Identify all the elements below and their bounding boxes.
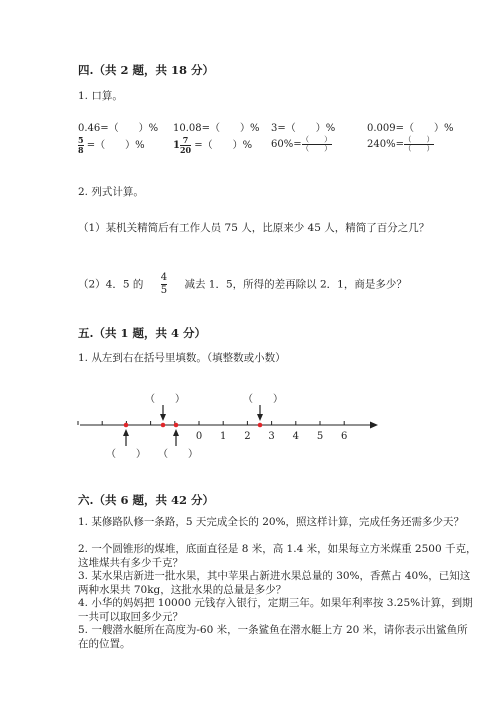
blank-bottom-1: （ ） <box>106 449 146 460</box>
tick-marks <box>78 421 344 425</box>
blank-top-1: （ ） <box>145 394 185 405</box>
fraction: $\frac{5}{8}$ <box>78 135 84 155</box>
s6-item-1: 1. 某修路队修一条路，5 天完成全长的 20%，照这样计算，完成任务还需多少天？ <box>78 516 465 528</box>
section-6-title: 六.（共 6 题，共 42 分） <box>78 493 215 507</box>
q2-1: （1）某机关精简后有工作人员 75 人，比原来少 45 人，精简了百分之几？ <box>78 222 430 234</box>
arrowhead-icon <box>257 414 263 421</box>
point-2 <box>161 423 166 428</box>
blank-top-2: （ ） <box>243 394 283 405</box>
tick-labels <box>196 431 348 442</box>
q1-label: 1. 口算。 <box>78 90 123 102</box>
calc-5: $\frac{5}{8}$ =（ ）% <box>78 135 145 155</box>
tick-label: 5 <box>316 431 324 442</box>
s5-q1: 1. 从左到右在括号里填数。（填整数或小数） <box>78 352 286 364</box>
s6-item-3: 3. 某水果店新进一批水果，其中苹果占新进水果总量的 30%，香蕉占 40%，已知这两种水果共 70kg，这批水果的总量是多少？ <box>78 570 471 596</box>
q2-label: 2. 列式计算。 <box>78 186 144 198</box>
s6-item-4: 4. 小华的妈妈把 10000 元钱存入银行，定期三年。如果年利率按 3.25%计算，到期一共可以取回多少元？ <box>78 597 473 623</box>
tick-label: 4 <box>292 431 299 442</box>
fraction: （ ） （ ） <box>403 135 434 153</box>
arrowhead-icon <box>173 429 179 436</box>
calc-2: 10.08=（ ）% <box>173 123 260 134</box>
tick-label: 2 <box>244 431 251 442</box>
fraction: （ ） （ ） <box>301 135 332 153</box>
tick-label: 3 <box>268 431 275 442</box>
tick-label: 0 <box>195 431 203 442</box>
calc-1: 0.46=（ ）% <box>78 123 159 134</box>
point-3 <box>174 423 179 428</box>
tick-label: 1 <box>220 431 227 442</box>
calc-3: 3=（ ）% <box>271 123 336 134</box>
arrowhead-icon <box>160 414 166 421</box>
fraction: $\frac{4}{5}$ <box>160 272 168 296</box>
fraction: $\frac{7}{20}$ <box>179 135 192 155</box>
calc-8: 240%= （ ） （ ） <box>367 135 434 153</box>
point-4 <box>258 423 263 428</box>
s6-item-2: 2. 一个圆锥形的煤堆，底面直径是 8 米，高 1.4 米，如果每立方米煤重 2500 千克，这堆煤共有多少千克？ <box>78 543 477 569</box>
tick-label: 6 <box>341 431 348 442</box>
calc-6: 1 $\frac{7}{20}$ =（ ）% <box>173 135 253 155</box>
blank-bottom-2: （ ） <box>158 449 198 460</box>
section-4-title: 四.（共 2 题，共 18 分） <box>78 63 215 77</box>
axis-arrow-icon <box>370 422 378 429</box>
arrowhead-icon <box>123 429 129 436</box>
s6-item-5: 5. 一艘潜水艇所在高度为-60 米，一条鲨鱼在潜水艇上方 20 米，请你表示出鲨鱼所在的位置。 <box>78 624 468 650</box>
calc-7: 60%= （ ） （ ） <box>271 135 332 153</box>
calc-4: 0.009=（ ）% <box>367 123 454 134</box>
section-5-title: 五.（共 1 题，共 4 分） <box>78 326 207 340</box>
point-1 <box>124 423 129 428</box>
q2-2: （2）4．5 的 $\frac{4}{5}$ 减去 1．5，所得的差再除以 2．1，商是多少？ <box>78 272 407 296</box>
